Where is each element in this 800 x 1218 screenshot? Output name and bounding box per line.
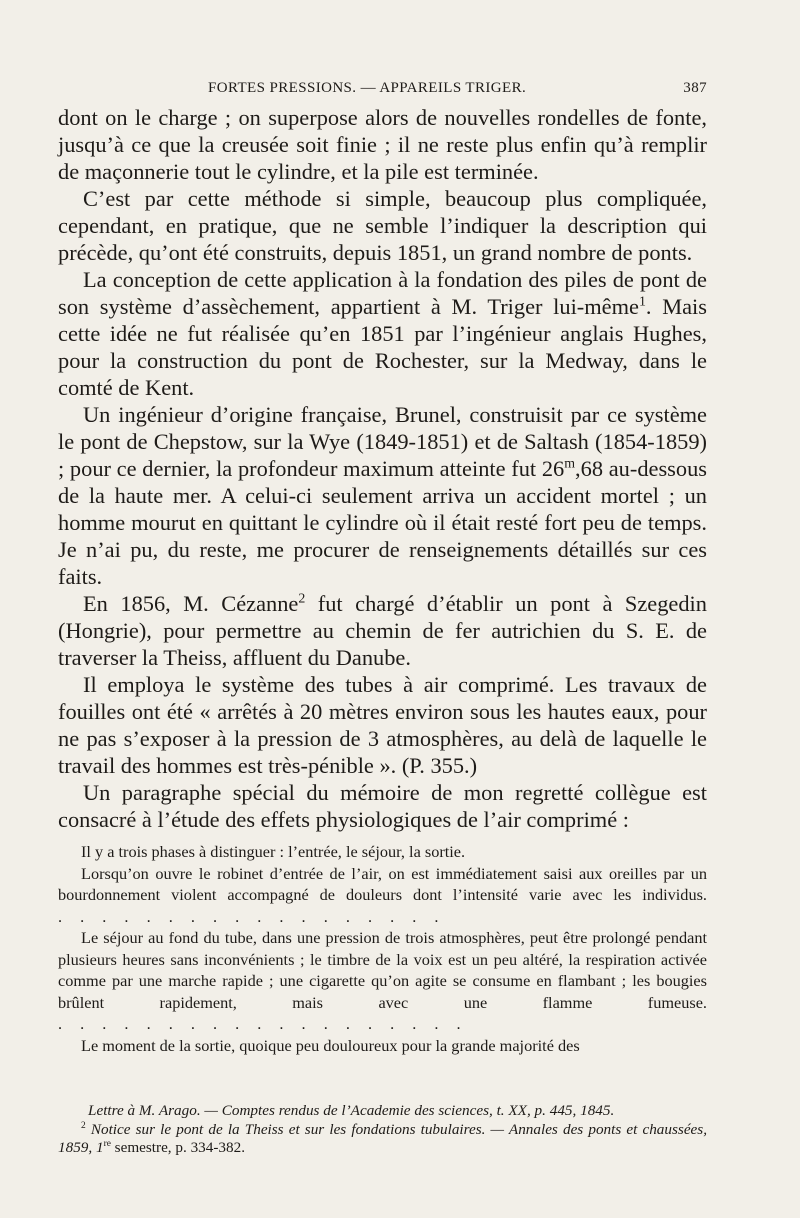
page-header: [58, 70, 707, 104]
paragraph: dont on le charge ; on superpose alors de nouvelles rondelles de fonte, jusqu’à ce que la creusée soit finie ; il ne reste plus enfin qu’à remplir de maçonnerie tout le cylindre, et la pile est terminée.: [58, 105, 707, 184]
paragraph: En 1856, M. Cézanne$^2$ fut chargé d’établir un pont à Szegedin (Hongrie), pour permettre au chemin de fer autrichien du S. E. de traverser la Theiss, affluent du Danube.: [58, 591, 707, 670]
paragraph: C’est par cette méthode si simple, beaucoup plus compliquée, cependant, en pratique, que ne semble l’indiquer la description qui précède, qu’ont été construits, depuis 1851, un grand nombre de ponts.: [58, 186, 707, 265]
ellipsis-dots: . . . . . . . . . . . . . . . . . . .: [58, 1014, 468, 1033]
footnote-marker: 1: [638, 294, 646, 310]
paragraph: La conception de cette application à la fondation des piles de pont de son système d’assèchement, appartient à M. Triger lui-même$^1$. Mais cette idée ne fut réalisée qu’en 1851 par l’ingénieur anglais Hughes, pour la construction du pont de Rochester, sur la Medway, dans le comté de Kent.: [58, 267, 707, 400]
superscript-ordinal: re: [103, 1138, 111, 1149]
footnotes: [58, 1102, 707, 1158]
footnote: $^2$ Notice sur le pont de la Theiss et sur les fondations tubulaires. — Annales des ponts et chaussées, 1859, 1re semestre, p. 334-382.: [58, 1120, 708, 1156]
quote-paragraph: Le séjour au fond du tube, dans une pression de trois atmosphères, peut être prolongé pendant plusieurs heures sans inconvénients ; le timbre de la voix est un peu altéré, la respiration activée comme par une marche rapide ; une cigarette qu’on agite se consume en flambant ; les bougies brûlent rapidement, mais avec une flamme fumeuse. . . . . . . . . . . . . . . . . . . .: [58, 928, 707, 1033]
superscript-unit: m: [564, 456, 576, 472]
footnote-marker: 2: [298, 591, 306, 607]
paragraph: Un paragraphe spécial du mémoire de mon regretté collègue est consacré à l’étude des effets physiologiques de l’air comprimé :: [58, 780, 707, 832]
quote-paragraph: Il y a trois phases à distinguer : l’entrée, le séjour, la sortie.: [81, 842, 466, 861]
running-head: FORTES PRESSIONS. — APPAREILS TRIGER.: [208, 80, 527, 96]
page-number: 387: [683, 80, 707, 96]
quoted-excerpt: [58, 841, 707, 1056]
ellipsis-dots: . . . . . . . . . . . . . . . . . .: [58, 906, 446, 926]
quote-paragraph: Lorsqu’on ouvre le robinet d’entrée de l’air, on est immédiatement saisi aux oreilles par un bourdonnement violent accompagné de douleurs dont l’intensité varie avec les individus. . . . . . . . . . . . . . . . . . .: [58, 863, 707, 926]
paragraph: Il employa le système des tubes à air comprimé. Les travaux de fouilles ont été « arrêtés à 20 mètres environ sous les hautes eaux, pour ne pas s’exposer à la pression de 3 atmosphères, au delà de laquelle le travail des hommes est très-pénible ». (P. 355.): [58, 672, 707, 778]
footnote-number: 2: [81, 1120, 86, 1131]
main-text: [58, 104, 707, 833]
footnote: Lettre à M. Arago. — Comptes rendus de l’Academie des sciences, t. XX, p. 445, 1845.: [88, 1102, 615, 1119]
quote-paragraph: Le moment de la sortie, quoique peu douloureux pour la grande majorité des: [81, 1035, 580, 1055]
paragraph: Un ingénieur d’origine française, Brunel, construisit par ce système le pont de Chepstow, sur la Wye (1849-1851) et de Saltash (1854-1859) ; pour ce dernier, la profondeur maximum atteinte fut 26$^m$,68 au-dessous de la haute mer. A celui-ci seulement arriva un accident mortel ; un homme mourut en quittant le cylindre où il était resté fort peu de temps. Je n’ai pu, du reste, me procurer de renseignements détaillés sur ces faits.: [58, 402, 708, 589]
